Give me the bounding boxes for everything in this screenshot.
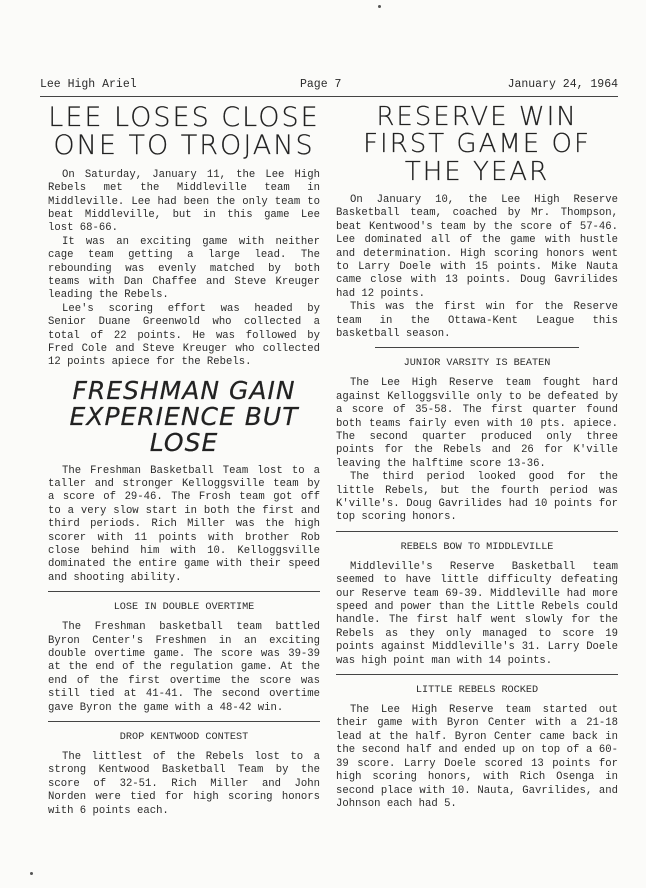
article-paragraph: This was the first win for the Reserve team in the Ottawa-Kent League this basketball season. (336, 301, 618, 340)
article-subhead: DROP KENTWOOD CONTEST (119, 732, 249, 744)
article-paragraph: The Freshman Basketball Team lost to a taller and stronger Kelloggsville team by a score of 29-46. The Frosh team got off to a very slow start in both the first and third periods. Rich Miller was the high scorer with 11 points with brother Rob close behind him with 10. Kelloggsville dominated the entire game with their speed and shooting ability. (48, 464, 320, 584)
article-reserve-win (336, 104, 618, 348)
article-divider (48, 591, 320, 592)
header-publication-title: Lee High Ariel (40, 78, 137, 91)
article-divider (48, 721, 320, 722)
article-subhead: REBELS BOW TO MIDDLEVILLE (400, 541, 554, 553)
article-headline: LEE LOSES CLOSE ONE TO TROJANS (48, 102, 320, 162)
left-column (48, 104, 320, 818)
article-junior-varsity (336, 358, 618, 531)
article-divider (375, 347, 578, 348)
article-subhead: LITTLE REBELS ROCKED (415, 685, 539, 697)
article-rebels-bow (336, 542, 618, 675)
article-paragraph: The third period looked good for the little Rebels, but the fourth period was K'ville's. Doug Gavrilides had 10 points for top scoring honors. (336, 471, 618, 524)
article-paragraph: The Freshman basketball team battled Byron Center's Freshmen in an exciting double overtime game. The score was 39-39 at the end of the regulation game. At the end of the first overtime the score was still tied at 41-41. The second overtime gave Byron the game with a 48-42 win. (48, 621, 320, 714)
article-little-rebels-rocked (336, 685, 618, 811)
article-divider (336, 674, 618, 675)
scan-mark (30, 872, 33, 875)
article-paragraph: On January 10, the Lee High Reserve Basketball team, coached by Mr. Thompson, beat Kentwood's team by the score of 57-46. Lee dominated all of the game with hustle and determination. High scoring honors went to Larry Doele with 15 points. Mike Nauta came close with 13 points. Doug Gavrilides had 12 points. (336, 193, 618, 300)
header-page-number: Page 7 (300, 78, 342, 91)
article-subhead: LOSE IN DOUBLE OVERTIME (113, 602, 255, 614)
article-freshman-gain (48, 375, 320, 592)
article-paragraph: Middleville's Reserve Basketball team seemed to have little difficulty defeating our Reserve team 69-39. Middleville had more speed and power than the Little Rebels could handle. The first half went slowly for the Rebels as they only managed to score 19 points against Middleville's 31. Larry Doele was high point man with 14 points. (336, 560, 618, 667)
article-paragraph: The Lee High Reserve team started out their game with Byron Center with a 21-18 lead at the half. Byron Center came back in the second half and ended up on top of a 60-39 score. Larry Doele scored 13 points for high scoring honors, with Rich Osenga in second place with 10. Nauta, Gavrilides, and Johnson each had 5. (336, 704, 618, 810)
article-headline: RESERVE WIN FIRST GAME OF THE YEAR (363, 102, 591, 187)
article-paragraph: It was an exciting game with neither cage team getting a large lead. The rebounding was evenly matched by both teams with Dan Chaffee and Steve Kreuger leading the Rebels. (48, 235, 320, 302)
article-kentwood-contest (48, 732, 320, 818)
header-rule (40, 96, 618, 97)
page-header (40, 78, 618, 94)
right-column (336, 104, 618, 811)
article-paragraph: On Saturday, January 11, the Lee High Rebels met the Middleville team in Middleville. Lee had been the only team to beat Middleville, but in this game Lee lost 68-66. (48, 168, 320, 235)
scan-mark (378, 5, 381, 8)
article-paragraph: Lee's scoring effort was headed by Senior Duane Greenwold who collected a total of 22 points. He was followed by Fred Cole and Steve Kreuger who collected 12 points apiece for the Rebels. (48, 302, 320, 369)
article-paragraph: The littlest of the Rebels lost to a strong Kentwood Basketball Team by the score of 32-51. Rich Miller and John Norden were tied for high scoring honors with 6 points each. (48, 751, 320, 817)
article-paragraph: The Lee High Reserve team fought hard against Kelloggsville only to be defeated by a score of 35-58. The first quarter found both teams fairly even with 10 pts. apiece. The second quarter produced only three points for the Rebels and 26 for K'ville leaving the halftime score 13-36. (336, 377, 618, 470)
article-headline: FRESHMAN GAIN EXPERIENCE BUT LOSE (69, 375, 299, 458)
article-subhead: JUNIOR VARSITY IS BEATEN (403, 358, 551, 370)
header-date: January 24, 1964 (507, 78, 618, 91)
article-divider (336, 531, 618, 532)
article-lee-loses (48, 104, 320, 370)
article-double-overtime (48, 602, 320, 722)
